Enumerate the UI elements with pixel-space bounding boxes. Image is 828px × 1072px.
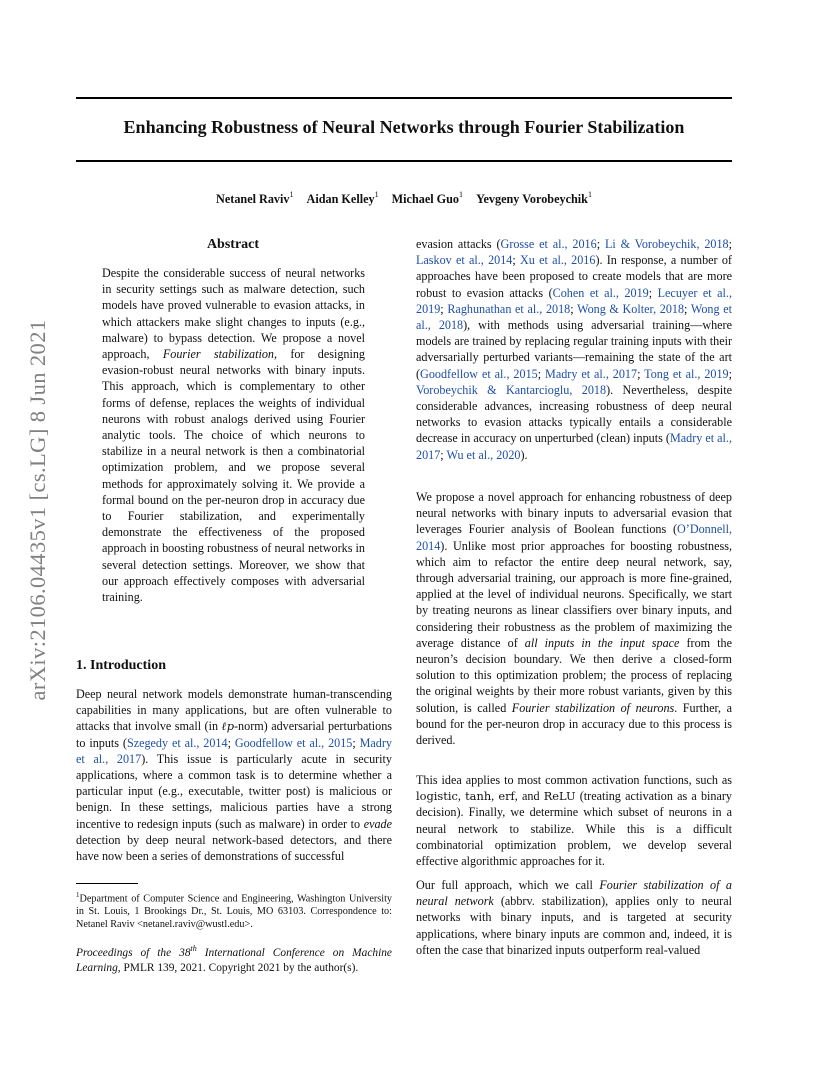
affiliation-footnote: $^1$Department of Computer Science and Engineering, Washington University in St. Louis, 1 Brookings Dr., St. Louis, MO 63103. Correspondence to: Netanel Raviv <netanel.raviv@wustl.edu>. — [76, 891, 392, 931]
right-column-paragraph-2: We propose a novel approach for enhancing robustness of deep neural networks with binary inputs to adversarial evasion that leverages Fourier analysis of Boolean functions (O’Donnell, 2014). Unlike most prior approaches for boosting robustness, which aim to refactor the entire deep neural network, say, through adversarial training, our approach is more fine-grained, applied at the level of individual neurons. Specifically, we start by treating neurons as linear classifiers over binary inputs, and considering their robustness as the problem of maximizing the average distance of all inputs in the input space from the neuron’s decision boundary. We then derive a closed-form solution to this optimization problem; the process of replacing the original weights by their more robust variants, given by this solution, is called Fourier stabilization of neurons. Further, a bound for the per-neuron drop in accuracy due to this process is derived. — [416, 490, 732, 748]
citation-link[interactable]: Grosse et al., 2016 — [500, 237, 597, 251]
abstract-body — [102, 265, 365, 605]
citation-link[interactable]: Tong et al., 2019 — [644, 366, 729, 381]
citation-link[interactable]: Goodfellow et al., 2015 — [234, 735, 353, 750]
citation-link[interactable]: Lecuyer et al., 2019 — [416, 285, 732, 316]
intro-paragraph: Deep neural network models demonstrate human-transcending capabilities in many applications, but are often vulnerable to attacks that involve small (in ℓp-norm) adversarial perturbations to inputs (Szegedy et al., 2014; Goodfellow et al., 2015; Madry et al., 2017). This issue is particularly acute in security applications, where a common task is to determine whether a particular input (e.g., executable, twitter post) is malicious or benign. In these settings, malicious parties have a strong incentive to redesign inputs (such as malware) in order to evade detection by deep neural network-based detectors, and there have now been a series of demonstrations of successful — [76, 687, 392, 864]
author: Yevgeny Vorobeychik$^1$ — [476, 190, 592, 207]
footnote-rule — [76, 883, 138, 884]
author: Aidan Kelley$^1$ — [306, 190, 379, 207]
author: Netanel Raviv$^1$ — [216, 190, 294, 207]
citation-link[interactable]: Xu et al., 2016 — [519, 253, 596, 268]
citation-link[interactable]: O’Donnell, 2014 — [416, 522, 732, 553]
citation-link[interactable]: Madry et al., 2017 — [76, 735, 392, 766]
citation-link[interactable]: Laskov et al., 2014 — [416, 253, 513, 268]
right-column-paragraph-3: This idea applies to most common activation functions, such as logistic, tanh, erf, and ReLU (treating activation as a binary decision). Finally, we determine which subset of neurons in a neural network to stabilize. While this is a difficult combinatorial optimization problem, we develop several effective algorithmic approaches for it. — [416, 773, 732, 869]
title-bottom-rule — [76, 160, 732, 162]
proceedings-notice: Proceedings of the 38th International Conference on Machine Learning, PMLR 139, 2021. Copyright 2021 by the author(s). — [76, 944, 392, 975]
author-list — [76, 191, 732, 207]
right-column-paragraph-1: evasion attacks (Grosse et al., 2016; Li & Vorobeychik, 2018; Laskov et al., 2014; Xu et al., 2016). In response, a number of approaches have been proposed to create models that are more robust to evasion attacks (Cohen et al., 2019; Lecuyer et al., 2019; Raghunathan et al., 2018; Wong & Kolter, 2018; Wong et al., 2018), with methods using adversarial training—where models are trained by replacing regular training inputs with their adversarially perturbed variants—remaining the state of the art (Goodfellow et al., 2015; Madry et al., 2017; Tong et al., 2019; Vorobeychik & Kantarcioglu, 2018). Nevertheless, despite considerable advances, increasing robustness of deep neural networks to evasion attacks typically entails a considerable decrease in accuracy on unperturbed (clean) inputs (Madry et al., 2017; Wu et al., 2020). — [416, 237, 733, 462]
title-top-rule — [76, 97, 732, 99]
citation-link[interactable]: Cohen et al., 2019 — [552, 285, 649, 300]
citation-link[interactable]: Raghunathan et al., 2018 — [447, 301, 571, 316]
citation-link[interactable]: Goodfellow et al., 2015 — [420, 366, 538, 381]
right-column-paragraph-4: Our full approach, which we call Fourier stabilization of a neural network (abbrv. stabilization), applies only to neural networks with binary inputs, and is targeted at security applications, where binary inputs are common and, indeed, it is often the case that binarized inputs outperform real-valued — [416, 878, 732, 957]
citation-link[interactable]: Vorobeychik & Kantarcioglu, 2018 — [416, 382, 607, 397]
citation-link[interactable]: Szegedy et al., 2014 — [126, 735, 228, 750]
paper-title: Enhancing Robustness of Neural Networks through Fourier Stabilization — [123, 117, 685, 137]
citation-link[interactable]: Wu et al., 2020 — [446, 447, 521, 462]
section-heading-introduction: 1. Introduction — [76, 658, 166, 673]
abstract-heading: Abstract — [206, 237, 260, 252]
citation-link[interactable]: Madry et al., 2017 — [416, 431, 732, 462]
abstract-paragraph: Despite the considerable success of neural networks in security settings such as malware detection, such models have proved vulnerable to evasion attacks, in which attackers make slight changes to inputs (e.g., malware) to bypass detection. We propose a novel approach, Fourier stabilization, for designing evasion-robust neural networks with binary inputs. This approach, which is complementary to other forms of defense, replaces the weights of individual neurons with robust analogs derived using Fourier analytic tools. The choice of which neurons to stabilize in a neural network is then a combinatorial optimization problem, and we propose several methods for approximately solving it. We provide a formal bound on the per-neuron drop in accuracy due to Fourier stabilization, and experimentally demonstrate the effectiveness of the proposed approach in boosting robustness of neural networks in several detection settings. Moreover, we show that our approach effectively composes with adversarial training. — [102, 266, 365, 605]
introduction-body — [76, 686, 392, 864]
citation-link[interactable]: Madry et al., 2017 — [545, 366, 638, 381]
arxiv-stamp: arXiv:2106.04435v1 [cs.LG] 8 Jun 2021 — [25, 319, 50, 701]
citation-link[interactable]: Wong et al., 2018 — [416, 301, 732, 333]
author: Michael Guo$^1$ — [391, 190, 464, 207]
citation-link[interactable]: Wong & Kolter, 2018 — [577, 301, 685, 316]
citation-link[interactable]: Li & Vorobeychik, 2018 — [604, 237, 729, 251]
